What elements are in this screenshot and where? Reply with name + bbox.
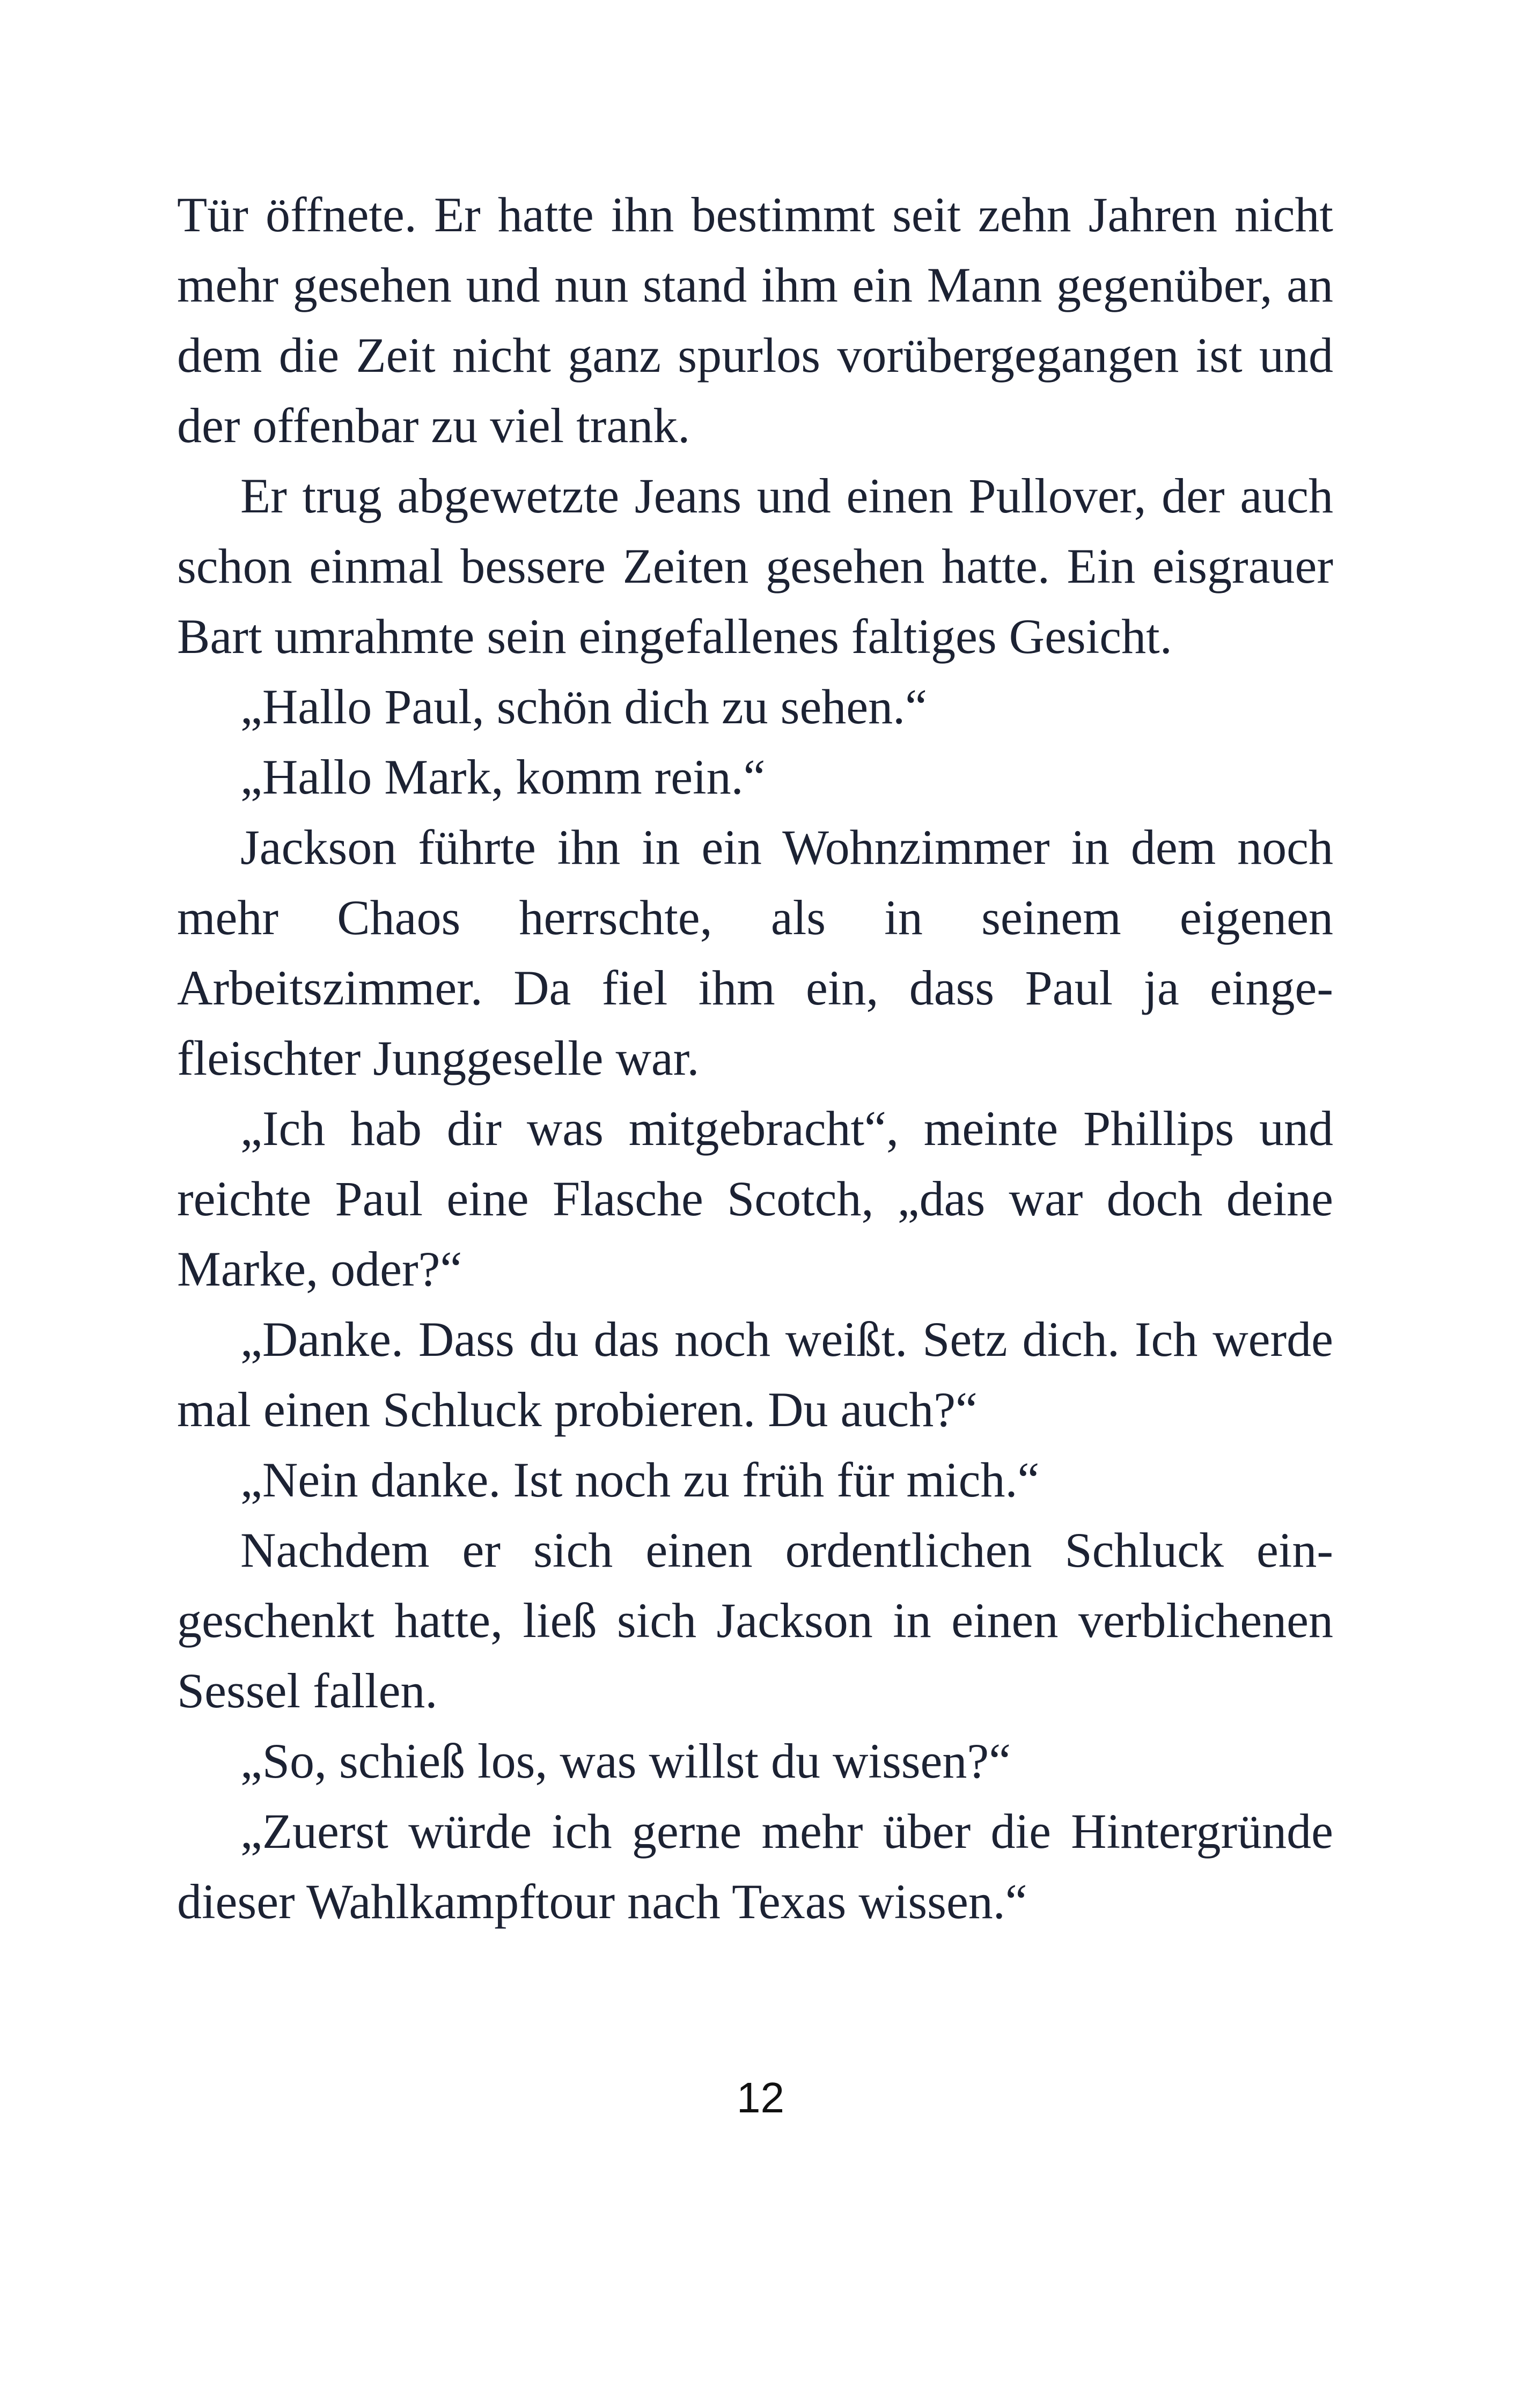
paragraph: Er trug abgewetzte Jeans und einen Pullover, der auch schon einmal bessere Zeiten gesehen hatte. Ein eisgrauer Bart umrahmte sein eingefallenes faltiges Gesicht. [177, 468, 1333, 664]
paragraph: „Danke. Dass du das noch weißt. Setz dich. Ich werde mal einen Schluck probieren. Du auch?“ [177, 1312, 1333, 1437]
paragraph: „Ich hab dir was mitgebracht“, meinte Phillips und reichte Paul eine Flasche Scotch, „das war doch deine Marke, oder?“ [177, 1101, 1333, 1296]
paragraph: „So, schieß los, was willst du wissen?“ [240, 1734, 1011, 1788]
paragraph: „Hallo Mark, komm rein.“ [240, 750, 766, 804]
paragraph: „Nein danke. Ist noch zu früh für mich.“ [240, 1452, 1040, 1507]
paragraph: Jackson führte ihn in ein Wohnzimmer in dem noch mehr Chaos herrschte, als in seinem eigenen Arbeitszimmer. Da fiel ihm ein, dass Paul ja eingefleischter Junggeselle war. [177, 820, 1333, 1085]
page-number: 12 [737, 2074, 784, 2121]
paragraph: „Zuerst würde ich gerne mehr über die Hintergründe dieser Wahlkampftour nach Texas wissen.“ [177, 1804, 1333, 1929]
paragraph: Tür öffnete. Er hatte ihn bestimmt seit zehn Jahren nicht mehr gesehen und nun stand ihm ein Mann gegenüber, an dem die Zeit nicht ganz spurlos vorübergegangen ist und der offenbar zu viel trank. [177, 187, 1333, 453]
paragraph: „Hallo Paul, schön dich zu sehen.“ [240, 679, 927, 734]
body-text [177, 180, 1333, 1937]
paragraph: Nachdem er sich einen ordentlichen Schluck eingeschenkt hatte, ließ sich Jackson in einen verblichenen Sessel fallen. [177, 1523, 1333, 1718]
